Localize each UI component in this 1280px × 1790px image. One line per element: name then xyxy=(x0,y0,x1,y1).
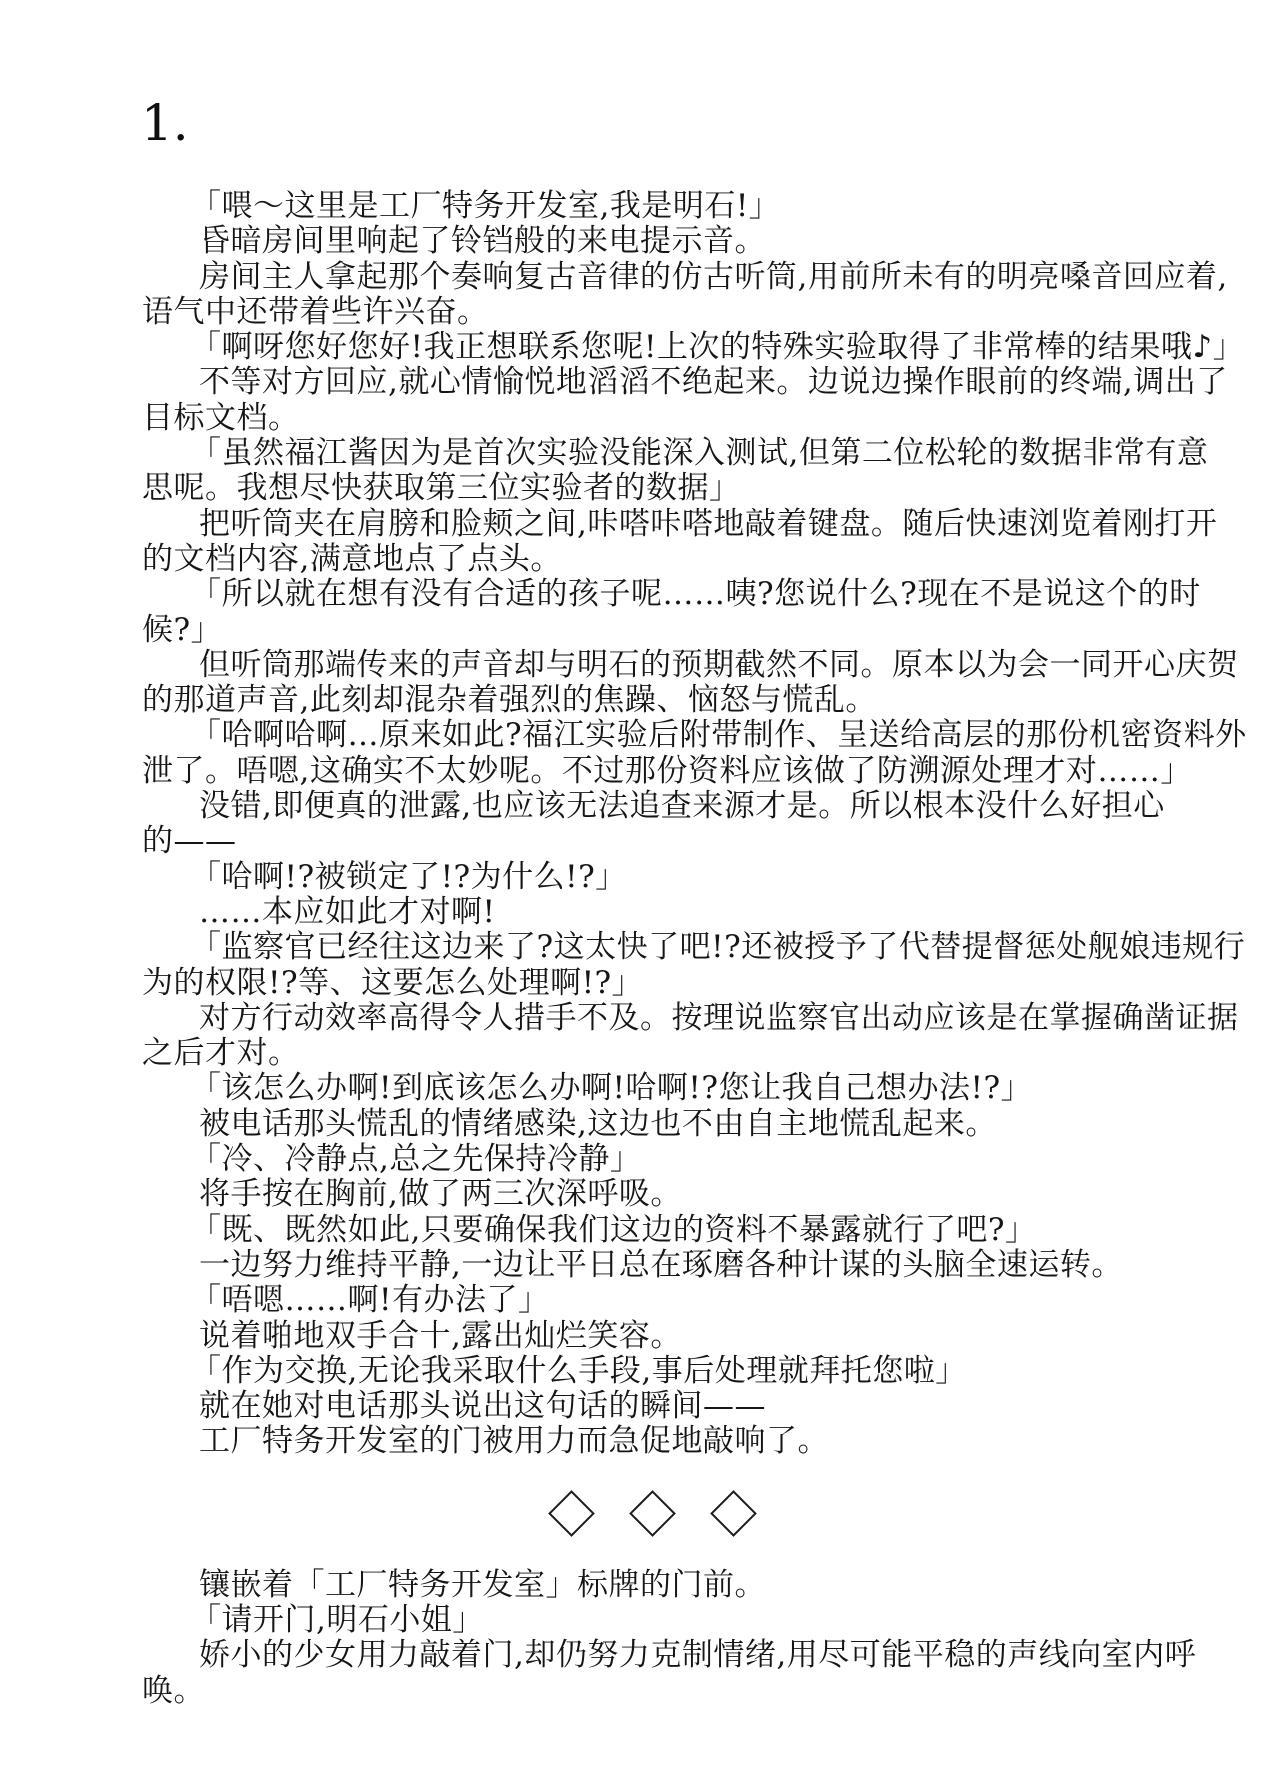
diamond-icon xyxy=(629,1490,676,1537)
text-line: 候?」 xyxy=(142,611,223,648)
text-line: 没错,即便真的泄露,也应该无法追查来源才是。所以根本没什么好担心 xyxy=(199,788,1165,825)
text-line: 「该怎么办啊!到底该怎么办啊!哈啊!?您让我自己想办法!?」 xyxy=(190,1070,1033,1107)
text-line: 为的权限!?等、这要怎么处理啊!?」 xyxy=(142,964,644,1001)
text-line: 的—— xyxy=(142,823,237,860)
text-line: 「虽然福江酱因为是首次实验没能深入测试,但第二位松轮的数据非常有意 xyxy=(190,435,1209,472)
text-line: 「既、既然如此,只要确保我们这边的资料不暴露就行了吧?」 xyxy=(190,1211,1037,1248)
text-line: 被电话那头慌乱的情绪感染,这边也不由自主地慌乱起来。 xyxy=(199,1105,997,1142)
text-line: 就在她对电话那头说出这句话的瞬间—— xyxy=(199,1388,766,1425)
text-line: 语气中还带着些许兴奋。 xyxy=(142,293,489,330)
text-line: ……本应如此才对啊! xyxy=(199,893,496,930)
chapter-heading: 1. xyxy=(141,94,189,152)
text-line: 目标文档。 xyxy=(142,399,300,436)
text-line: 工厂特务开发室的门被用力而急促地敲响了。 xyxy=(199,1423,829,1460)
text-line: 「喂～这里是工厂特务开发室,我是明石!」 xyxy=(190,188,781,224)
text-line: 的文档内容,满意地点了点头。 xyxy=(142,540,562,577)
diamond-icon xyxy=(710,1490,757,1537)
lines-before-separator xyxy=(142,188,1247,1460)
section-separator xyxy=(142,1460,1162,1568)
text-line: 「哈啊哈啊…原来如此?福江实验后附带制作、呈送给高层的那份机密资料外 xyxy=(190,717,1247,754)
text-line: 唤。 xyxy=(142,1672,205,1709)
text-line: 说着啪地双手合十,露出灿烂笑容。 xyxy=(199,1317,682,1354)
text-line: 镶嵌着「工厂特务开发室」标牌的门前。 xyxy=(199,1566,766,1603)
text-line: 「唔嗯……啊!有办法了」 xyxy=(190,1282,550,1319)
diamond-icon xyxy=(548,1490,595,1537)
text-line: 娇小的少女用力敲着门,却仍努力克制情绪,用尽可能平稳的声线向室内呼 xyxy=(199,1637,1197,1674)
text-line: 泄了。唔嗯,这确实不太妙呢。不过那份资料应该做了防溯源处理才对……」 xyxy=(142,752,1192,789)
text-line: 将手按在胸前,做了两三次深呼吸。 xyxy=(199,1176,682,1213)
text-line: 「冷、冷静点,总之先保持冷静」 xyxy=(190,1141,642,1178)
text-line: 「所以就在想有没有合适的孩子呢……咦?您说什么?现在不是说这个的时 xyxy=(190,576,1201,613)
text-line: 的那道声音,此刻却混杂着强烈的焦躁、恼怒与慌乱。 xyxy=(142,682,877,719)
text-line: 「请开门,明石小姐」 xyxy=(190,1601,484,1638)
text-line: 但听筒那端传来的声音却与明石的预期截然不同。原本以为会一同开心庆贺 xyxy=(199,646,1239,683)
text-line: 「作为交换,无论我采取什么手段,事后处理就拜托您啦」 xyxy=(190,1352,967,1389)
text-line: 不等对方回应,就心情愉悦地滔滔不绝起来。边说边操作眼前的终端,调出了 xyxy=(199,364,1228,401)
text-line: 之后才对。 xyxy=(142,1035,300,1072)
text-line: 思呢。我想尽快获取第三位实验者的数据」 xyxy=(142,470,741,507)
text-line: 房间主人拿起那个奏响复古音律的仿古听筒,用前所未有的明亮嗓音回应着, xyxy=(199,258,1228,295)
lines-after-separator xyxy=(142,1566,1197,1709)
text-line: 「监察官已经往这边来了?这太快了吧!?还被授予了代替提督惩处舰娘违规行 xyxy=(190,929,1246,966)
text-line: 「啊呀您好您好!我正想联系您呢!上次的特殊实验取得了非常棒的结果哦♪」 xyxy=(190,329,1245,366)
text-line: 对方行动效率高得令人措手不及。按理说监察官出动应该是在掌握确凿证据 xyxy=(199,999,1239,1036)
text-line: 把听筒夹在肩膀和脸颊之间,咔嗒咔嗒地敲着键盘。随后快速浏览着刚打开 xyxy=(199,505,1218,542)
text-line: 「哈啊!?被锁定了!?为什么!?」 xyxy=(190,858,627,895)
text-line: 昏暗房间里响起了铃铛般的来电提示音。 xyxy=(199,223,766,260)
body-text-block xyxy=(142,188,1247,1709)
text-line: 一边努力维持平静,一边让平日总在琢磨各种计谋的头脑全速运转。 xyxy=(199,1246,1123,1283)
